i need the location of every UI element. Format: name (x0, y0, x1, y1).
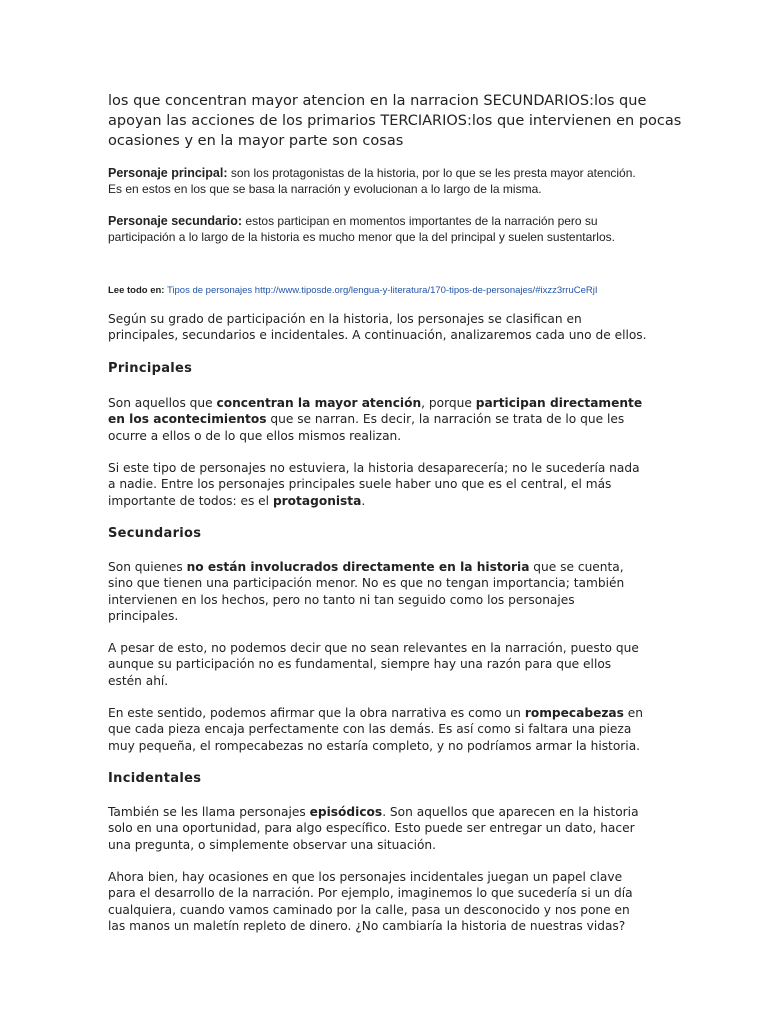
source-reference (108, 285, 673, 297)
definition-text: estos participan en momentos importantes de la narración pero su (242, 214, 598, 228)
heading-incidentales: Incidentales (108, 771, 202, 786)
term-principal: Personaje principal: (108, 166, 228, 180)
definition-text: Es en estos en los que se basa la narración y evolucionan a lo largo de la misma. (108, 182, 542, 196)
definition-text: son los protagonistas de la historia, por lo que se les presta mayor atención. (227, 166, 636, 180)
definition-principal (108, 165, 668, 197)
heading-secundarios: Secundarios (108, 526, 202, 541)
intro-line: apoyan las acciones de los primarios TERCIARIOS:los que intervienen en pocas (108, 113, 682, 129)
paragraph-principales-2: Si este tipo de personajes no estuviera, la historia desaparecería; no le sucedería nada a nadie. Entre los personajes principales suele haber uno que es el central, el más importante de todos: es el protagonista. (108, 461, 640, 508)
source-prefix: Lee todo en: (108, 285, 165, 296)
paragraph-incidentales-2: Ahora bien, hay ocasiones en que los personajes incidentales juegan un papel clave para el desarrollo de la narración. Por ejemplo, imaginemos lo que sucedería si un día cualquiera, cuando vamos caminado por la calle, pasa un desconocido y nos pone en las manos un maletín repleto de dinero. ¿No cambiaría la historia de nuestras vidas? (108, 870, 633, 934)
paragraph-principales-1: Son aquellos que concentran la mayor atención, porque participan directamente en los acontecimientos que se narran. Es decir, la narración se trata de lo que les ocurre a ellos o de lo que ellos mismos realizan. (108, 396, 643, 443)
paragraph-secundarios-2: A pesar de esto, no podemos decir que no sean relevantes en la narración, puesto que aunque su participación no es fundamental, siempre hay una razón para que ellos estén ahí. (108, 641, 639, 688)
definition-secundario (108, 213, 668, 245)
intro-line: los que concentran mayor atencion en la narracion SECUNDARIOS:los que (108, 93, 647, 109)
intro-line: ocasiones y en la mayor parte son cosas (108, 133, 404, 149)
source-link[interactable]: Tipos de personajes http://www.tiposde.org/lengua-y-literatura/170-tipos-de-personajes/#ixzz3rruCeRjI (164, 285, 598, 296)
term-secundario: Personaje secundario: (108, 214, 243, 228)
definition-text: participación a lo largo de la historia es mucho menor que la del principal y suelen sustentarlos. (108, 230, 615, 244)
paragraph-secundarios-3: En este sentido, podemos afirmar que la obra narrativa es como un rompecabezas en que cada pieza encaja perfectamente con las demás. Es así como si faltara una pieza muy pequeña, el rompecabezas no estaría completo, y no podríamos armar la historia. (108, 706, 644, 753)
paragraph-incidentales-1: También se les llama personajes episódicos. Son aquellos que aparecen en la historia solo en una oportunidad, para algo específico. Esto puede ser entregar un dato, hacer una pregunta, o simplemente observar una situación. (108, 805, 639, 852)
intro-paragraph (108, 91, 682, 151)
paragraph-secundarios-1: Son quienes no están involucrados directamente en la historia que se cuenta, sino que tienen una participación menor. No es que no tengan importancia; también intervienen en los hechos, pero no tanto ni tan seguido como los personajes principales. (108, 560, 625, 624)
paragraph-segun: Según su grado de participación en la historia, los personajes se clasifican en principales, secundarios e incidentales. A continuación, analizaremos cada uno de ellos. (108, 312, 647, 343)
heading-principales: Principales (108, 361, 193, 376)
